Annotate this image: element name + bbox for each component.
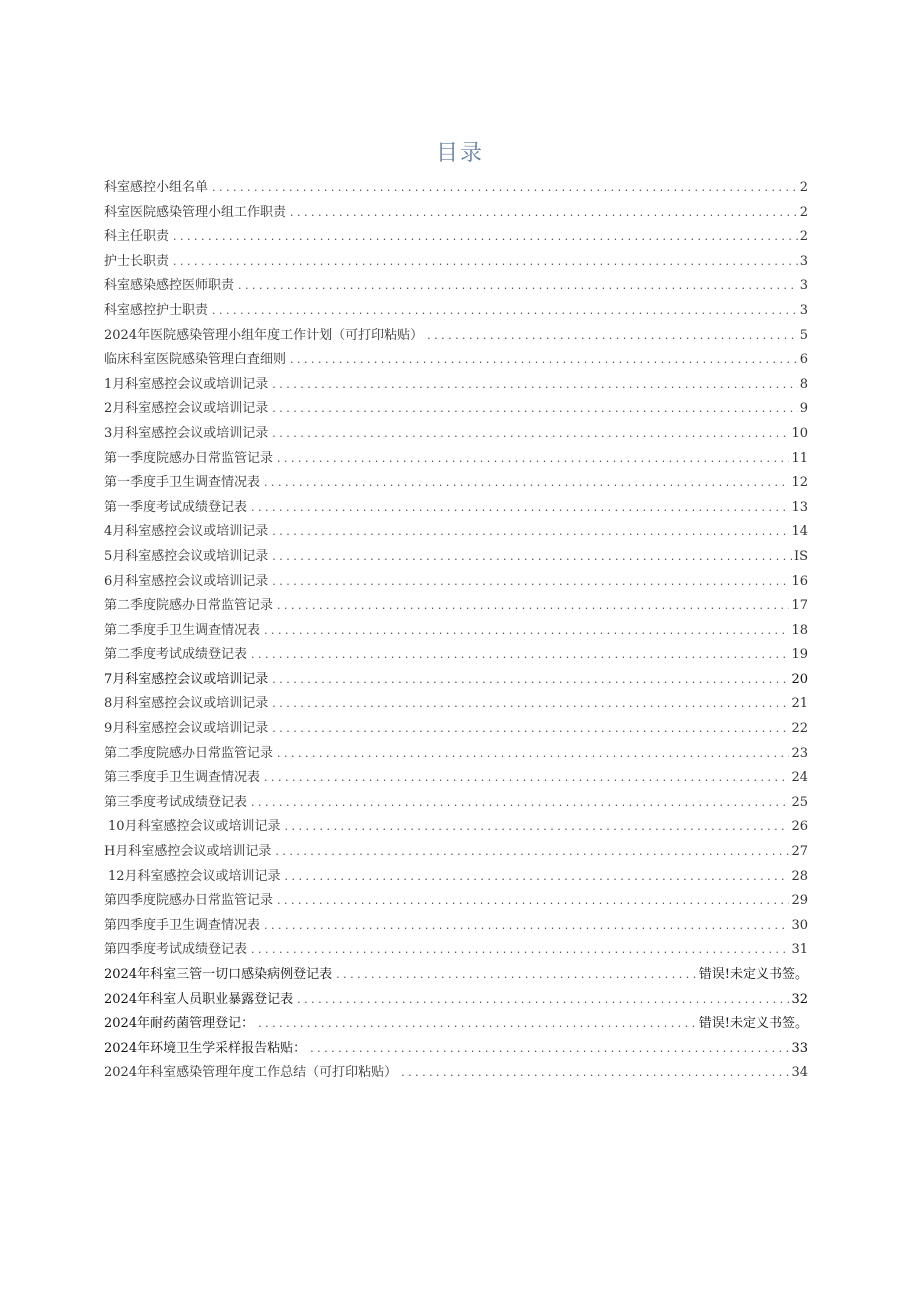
toc-dot-leader bbox=[173, 225, 798, 250]
toc-entry-title: 3月科室感控会议或培训记录 bbox=[104, 425, 269, 441]
toc-entry-page: 19 bbox=[791, 647, 808, 663]
toc-entry[interactable] bbox=[104, 742, 808, 767]
toc-dot-leader bbox=[272, 520, 789, 545]
toc-entry[interactable] bbox=[104, 1012, 808, 1037]
toc-entry[interactable] bbox=[104, 865, 808, 890]
toc-dot-leader bbox=[272, 373, 797, 398]
toc-entry-title: 2024年科室三管一切口感染病例登记表 bbox=[104, 967, 333, 982]
toc-entry[interactable] bbox=[104, 594, 808, 619]
toc-entry[interactable] bbox=[104, 545, 808, 570]
toc-entry[interactable] bbox=[104, 766, 808, 791]
toc-dot-leader bbox=[173, 250, 798, 275]
toc-entry-title: 第四季度手卫生调查情况表 bbox=[104, 917, 261, 933]
toc-dot-leader bbox=[427, 324, 798, 349]
toc-entry-page: 24 bbox=[791, 770, 808, 786]
toc-entry-page: 2 bbox=[799, 180, 808, 195]
toc-entry-page: 28 bbox=[791, 868, 808, 884]
toc-entry-title: 科主任职责 bbox=[104, 229, 170, 245]
toc-entry[interactable] bbox=[104, 397, 808, 422]
toc-dot-leader bbox=[251, 791, 789, 816]
toc-entry-page: 2 bbox=[799, 204, 808, 220]
toc-dot-leader bbox=[285, 815, 790, 840]
toc-entry-page: 10 bbox=[791, 425, 808, 441]
toc-dot-leader bbox=[272, 545, 792, 570]
toc-entry-title: 第一季度手卫生调查情况表 bbox=[104, 475, 261, 491]
toc-entry-title: 2024年科室人员职业暴露登记表 bbox=[104, 991, 294, 1007]
toc-entry-page: 5 bbox=[799, 327, 808, 343]
toc-entry-page: 26 bbox=[791, 819, 808, 835]
toc-dot-leader bbox=[277, 447, 789, 472]
toc-entry[interactable] bbox=[104, 938, 808, 963]
toc-entry-title: 2024年医院感染管理小组年度工作计划（可打印粘贴） bbox=[104, 327, 424, 343]
toc-dot-leader bbox=[212, 299, 798, 324]
toc-entry[interactable] bbox=[104, 643, 808, 668]
toc-dot-leader bbox=[264, 619, 789, 644]
toc-dot-leader bbox=[251, 643, 789, 668]
toc-dot-leader bbox=[336, 963, 697, 988]
toc-dot-leader bbox=[212, 176, 798, 201]
toc-entry-page: 30 bbox=[791, 917, 808, 933]
toc-dot-leader bbox=[251, 938, 789, 963]
toc-entry-page: 22 bbox=[791, 721, 808, 737]
toc-entry-title: 第二季度考试成绩登记表 bbox=[104, 647, 248, 663]
toc-entry[interactable] bbox=[104, 988, 808, 1013]
toc-entry-page: 33 bbox=[791, 1040, 808, 1056]
toc-entry-page: 16 bbox=[791, 573, 808, 589]
toc-entry[interactable] bbox=[104, 348, 808, 373]
toc-entry[interactable] bbox=[104, 176, 808, 201]
toc-entry-page: 21 bbox=[791, 696, 808, 712]
toc-dot-leader bbox=[264, 766, 789, 791]
toc-entry[interactable] bbox=[104, 668, 808, 693]
toc-dot-leader bbox=[285, 865, 790, 890]
toc-entry-title: 12月科室感控会议或培训记录 bbox=[108, 868, 281, 884]
toc-entry-title: 第一季度考试成绩登记表 bbox=[104, 499, 248, 515]
toc-entry-page: 11 bbox=[791, 450, 808, 466]
toc-entry-title: 科室感控小组名单 bbox=[104, 180, 209, 195]
toc-entry-page: 13 bbox=[791, 499, 808, 515]
toc-entry-title: 10月科室感控会议或培训记录 bbox=[108, 819, 281, 835]
toc-entry-title: 2月科室感控会议或培训记录 bbox=[104, 401, 269, 417]
toc-entry-title: 第二季度手卫生调查情况表 bbox=[104, 622, 261, 638]
toc-entry[interactable] bbox=[104, 963, 808, 988]
toc-entry[interactable] bbox=[104, 840, 808, 865]
toc-entry-page: 25 bbox=[791, 794, 808, 810]
toc-dot-leader bbox=[251, 496, 789, 521]
toc-entry-page: 17 bbox=[791, 598, 808, 614]
toc-entry[interactable] bbox=[104, 201, 808, 226]
toc-entry-title: 2024年环境卫生学采样报告粘贴： bbox=[104, 1040, 307, 1056]
toc-entry-page: 31 bbox=[791, 942, 808, 958]
toc-entry-page: 29 bbox=[791, 893, 808, 909]
toc-entry[interactable] bbox=[104, 914, 808, 939]
toc-entry-title: 8月科室感控会议或培训记录 bbox=[104, 696, 269, 712]
toc-entry-title: 第二季度院感办日常监管记录 bbox=[104, 598, 274, 614]
toc-list bbox=[104, 176, 808, 1086]
toc-dot-leader bbox=[275, 840, 789, 865]
toc-entry-title: 科室感控护士职责 bbox=[104, 302, 209, 318]
toc-entry[interactable] bbox=[104, 791, 808, 816]
toc-entry-title: 2024年科室感染管理年度工作总结（可打印粘贴） bbox=[104, 1065, 398, 1081]
toc-dot-leader bbox=[290, 348, 798, 373]
toc-dot-leader bbox=[272, 692, 789, 717]
toc-entry-title: 科室医院感染管理小组工作职责 bbox=[104, 204, 287, 220]
toc-dot-leader bbox=[258, 1012, 697, 1037]
toc-entry-title: 第二季度院感办日常监管记录 bbox=[104, 745, 274, 761]
toc-dot-leader bbox=[264, 471, 789, 496]
toc-entry-title: 科室感染感控医师职责 bbox=[104, 278, 235, 294]
toc-entry[interactable] bbox=[104, 373, 808, 398]
toc-entry-title: 9月科室感控会议或培训记录 bbox=[104, 721, 269, 737]
toc-entry-page: 32 bbox=[791, 991, 808, 1007]
toc-entry-page: 34 bbox=[791, 1065, 808, 1081]
toc-entry-title: 2024年耐药菌管理登记： bbox=[104, 1016, 255, 1032]
toc-dot-leader bbox=[264, 914, 789, 939]
toc-entry[interactable] bbox=[104, 422, 808, 447]
toc-entry[interactable] bbox=[104, 274, 808, 299]
toc-entry[interactable] bbox=[104, 570, 808, 595]
toc-entry-page: 3 bbox=[799, 302, 808, 318]
toc-entry-title: 第三季度考试成绩登记表 bbox=[104, 794, 248, 810]
toc-entry[interactable] bbox=[104, 299, 808, 324]
toc-entry[interactable] bbox=[104, 447, 808, 472]
toc-entry-page: 6 bbox=[799, 352, 808, 368]
toc-entry-title: 第一季度院感办日常监管记录 bbox=[104, 450, 274, 466]
toc-entry-title: 1月科室感控会议或培训记录 bbox=[104, 376, 269, 392]
toc-entry-title: 护士长职责 bbox=[104, 253, 170, 269]
toc-dot-leader bbox=[297, 988, 789, 1013]
toc-entry[interactable] bbox=[104, 619, 808, 644]
toc-dot-leader bbox=[272, 397, 797, 422]
toc-entry[interactable] bbox=[104, 1061, 808, 1086]
toc-entry-title: 7月科室感控会议或培训记录 bbox=[104, 671, 269, 687]
toc-dot-leader bbox=[272, 717, 789, 742]
toc-entry[interactable] bbox=[104, 1037, 808, 1062]
toc-entry-title: 第三季度手卫生调查情况表 bbox=[104, 770, 261, 786]
toc-entry[interactable] bbox=[104, 692, 808, 717]
toc-entry[interactable] bbox=[104, 889, 808, 914]
toc-dot-leader bbox=[272, 422, 789, 447]
toc-entry-title: H月科室感控会议或培训记录 bbox=[104, 844, 272, 860]
toc-dot-leader bbox=[290, 201, 798, 226]
toc-dot-leader bbox=[272, 570, 789, 595]
toc-dot-leader bbox=[310, 1037, 789, 1062]
toc-entry[interactable] bbox=[104, 225, 808, 250]
toc-entry[interactable] bbox=[104, 324, 808, 349]
toc-entry-page: 9 bbox=[799, 401, 808, 417]
toc-entry-page: 23 bbox=[791, 745, 808, 761]
toc-entry-title: 第四季度院感办日常监管记录 bbox=[104, 893, 274, 909]
toc-dot-leader bbox=[277, 742, 789, 767]
toc-entry-page: 27 bbox=[791, 844, 808, 860]
toc-dot-leader bbox=[277, 889, 789, 914]
toc-dot-leader bbox=[277, 594, 789, 619]
toc-entry[interactable] bbox=[104, 250, 808, 275]
toc-entry[interactable] bbox=[104, 717, 808, 742]
toc-entry-page: 3 bbox=[799, 278, 808, 294]
toc-entry-page: 14 bbox=[791, 524, 808, 540]
toc-entry-title: 临床科室医院感染管理白査细则 bbox=[104, 352, 287, 368]
toc-entry[interactable] bbox=[104, 496, 808, 521]
toc-entry-title: 第四季度考试成绩登记表 bbox=[104, 942, 248, 958]
toc-dot-leader bbox=[238, 274, 798, 299]
toc-entry[interactable] bbox=[104, 471, 808, 496]
toc-entry[interactable] bbox=[104, 815, 808, 840]
toc-entry-page: IS bbox=[793, 548, 808, 564]
toc-entry-page: 8 bbox=[799, 376, 808, 392]
toc-entry-title: 5月科室感控会议或培训记录 bbox=[104, 548, 269, 564]
toc-entry[interactable] bbox=[104, 520, 808, 545]
toc-entry-page: 20 bbox=[791, 671, 808, 687]
toc-entry-page: 错误!未定义书签。 bbox=[698, 1016, 808, 1032]
toc-entry-page: 3 bbox=[799, 253, 808, 269]
toc-entry-page: 错误!未定义书签。 bbox=[698, 967, 808, 982]
toc-entry-page: 12 bbox=[791, 475, 808, 491]
toc-dot-leader bbox=[272, 668, 789, 693]
toc-title: 目录 bbox=[435, 141, 484, 166]
toc-entry-page: 18 bbox=[791, 622, 808, 638]
toc-entry-page: 2 bbox=[799, 229, 808, 245]
toc-dot-leader bbox=[401, 1061, 789, 1086]
toc-entry-title: 4月科室感控会议或培训记录 bbox=[104, 524, 269, 540]
toc-entry-title: 6月科室感控会议或培训记录 bbox=[104, 573, 269, 589]
